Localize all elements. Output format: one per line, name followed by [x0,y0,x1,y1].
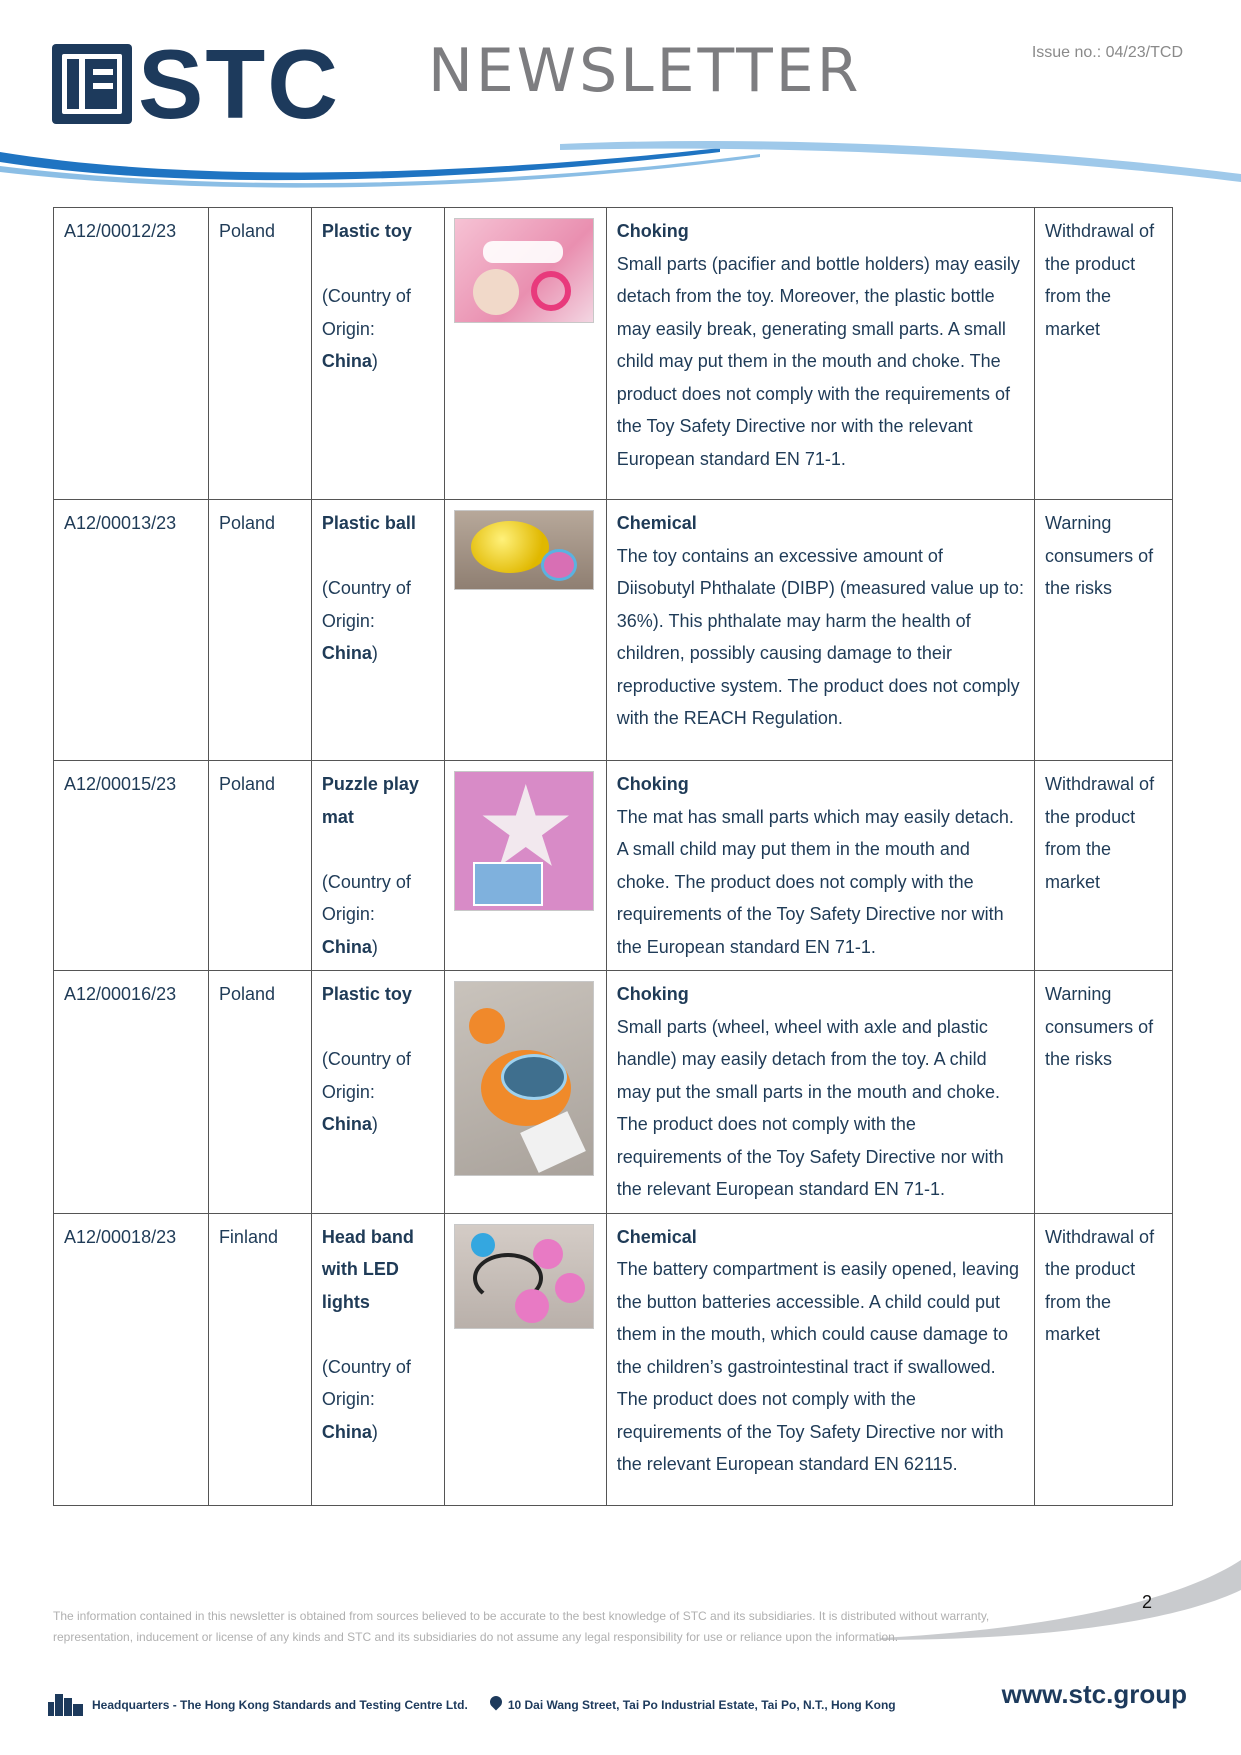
risk-description: Small parts (wheel, wheel with axle and plastic handle) may easily detach from the toy. A child may put the small parts in the mouth and choke. The product does not comply with the requirements of the Toy Safety Directive nor with the relevant European standard EN 71-1. [616,1016,1004,1199]
product-image-cell [444,208,606,500]
risk-type: Choking [616,221,689,241]
origin-close: ) [371,643,378,663]
origin-country: China [321,936,372,957]
table-row [54,761,1173,971]
stc-emblem-icon [52,44,132,124]
notification-id: A12/00012/23 [54,208,209,500]
risk-description: The battery compartment is easily opened, leaving the button batteries accessible. A child could put them in the mouth, which could cause damage to the children’s gastrointestinal tract if swallowed. The product does not comply with the requirements of the Toy Safety Directive nor with the relevant European standard EN 62115. [616,1259,1019,1474]
product-name: Plastic toy [321,221,412,241]
flamingo-toy-photo-icon [454,981,594,1176]
product-cell [311,208,444,500]
notification-id: A12/00013/23 [54,500,209,761]
product-cell [311,761,444,971]
product-image-cell [444,761,606,971]
product-name: Plastic ball [321,513,416,533]
address-text: 10 Dai Wang Street, Tai Po Industrial Estate, Tai Po, N.T., Hong Kong [507,1698,896,1712]
yellow-ball-photo-icon [454,510,594,590]
risk-cell [606,761,1034,971]
origin-close: ) [371,1114,378,1134]
building-icon [48,1694,84,1716]
logo-text: STC [138,29,340,139]
origin-close: ) [371,936,378,957]
risk-cell [606,1213,1034,1505]
recall-table [53,207,1173,1506]
notification-id: A12/00015/23 [54,761,209,971]
table-row [54,1213,1173,1505]
risk-type: Chemical [616,1226,697,1247]
product-cell [311,1213,444,1505]
risk-cell [606,208,1034,500]
origin-label: (Country of Origin: [321,286,411,339]
measures-taken: Withdrawal of the product from the market [1035,1213,1173,1505]
notification-id: A12/00016/23 [54,971,209,1214]
issue-number: Issue no.: 04/23/TCD [1031,44,1183,61]
page-number: 2 [1142,1592,1153,1612]
notifying-country: Poland [208,208,311,500]
notifying-country: Finland [208,1213,311,1505]
headquarters-text: Headquarters - The Hong Kong Standards and Testing Centre Ltd. [92,1698,468,1712]
origin-close: ) [371,1421,378,1442]
origin-country: China [321,351,372,371]
risk-type: Choking [616,984,689,1004]
headband-photo-icon [454,1224,594,1329]
table-row [54,971,1173,1214]
risk-cell [606,500,1034,761]
product-name: Plastic toy [321,984,412,1004]
table-row [54,208,1173,500]
notification-id: A12/00018/23 [54,1213,209,1505]
origin-close: ) [371,351,378,371]
table-row [54,500,1173,761]
risk-description: The mat has small parts which may easily detach. A small child may put them in the mouth and choke. The product does not comply with the requirements of the Toy Safety Directive nor with the European standard EN 71-1. [616,806,1014,957]
notifying-country: Poland [208,500,311,761]
origin-country: China [321,643,372,663]
risk-cell [606,971,1034,1214]
measures-taken: Withdrawal of the product from the market [1035,208,1173,500]
notifying-country: Poland [208,761,311,971]
stc-logo [52,29,340,139]
origin-label: (Country of Origin: [321,871,411,924]
website-link[interactable]: www.stc.group [1001,1679,1187,1709]
origin-label: (Country of Origin: [321,578,411,631]
puzzle-mat-photo-icon [454,771,594,911]
product-image-cell [444,500,606,761]
measures-taken: Warning consumers of the risks [1035,971,1173,1214]
risk-description: The toy contains an excessive amount of Diisobutyl Phthalate (DIBP) (measured value up to: 36%). This phthalate may harm the health of children, possibly causing damage to their reproductive system. The product does not comply with the REACH Regulation. [616,545,1024,728]
product-image-cell [444,971,606,1214]
product-image-cell [444,1213,606,1505]
disclaimer: The information contained in this newsletter is obtained from sources believed to be accurate to the best knowledge of STC and its subsidiaries. It is distributed without warranty, representation, inducement or license of any kinds and STC and its subsidiaries do not assume any legal responsibility for use or reliance upon the information. [53,1609,990,1644]
page-title: NEWSLETTER [428,36,862,106]
origin-label: (Country of Origin: [321,1049,411,1102]
origin-label: (Country of Origin: [321,1356,411,1409]
measures-taken: Warning consumers of the risks [1035,500,1173,761]
product-name: Head band with LED lights [321,1226,414,1312]
origin-country: China [321,1114,372,1134]
location-pin-icon [490,1696,502,1714]
doll-accessories-photo-icon [454,218,594,323]
header-swoosh [0,140,1241,200]
risk-type: Chemical [616,513,697,533]
risk-description: Small parts (pacifier and bottle holders) may easily detach from the toy. Moreover, the plastic bottle may easily break, generating small parts. A small child may put them in the mouth and choke. The product does not comply with the requirements of the Toy Safety Directive nor with the relevant European standard EN 71-1. [616,253,1020,469]
origin-country: China [321,1421,372,1442]
product-name: Puzzle play mat [321,774,419,827]
product-cell [311,971,444,1214]
product-cell [311,500,444,761]
risk-type: Choking [616,774,689,794]
notifying-country: Poland [208,971,311,1214]
measures-taken: Withdrawal of the product from the market [1035,761,1173,971]
